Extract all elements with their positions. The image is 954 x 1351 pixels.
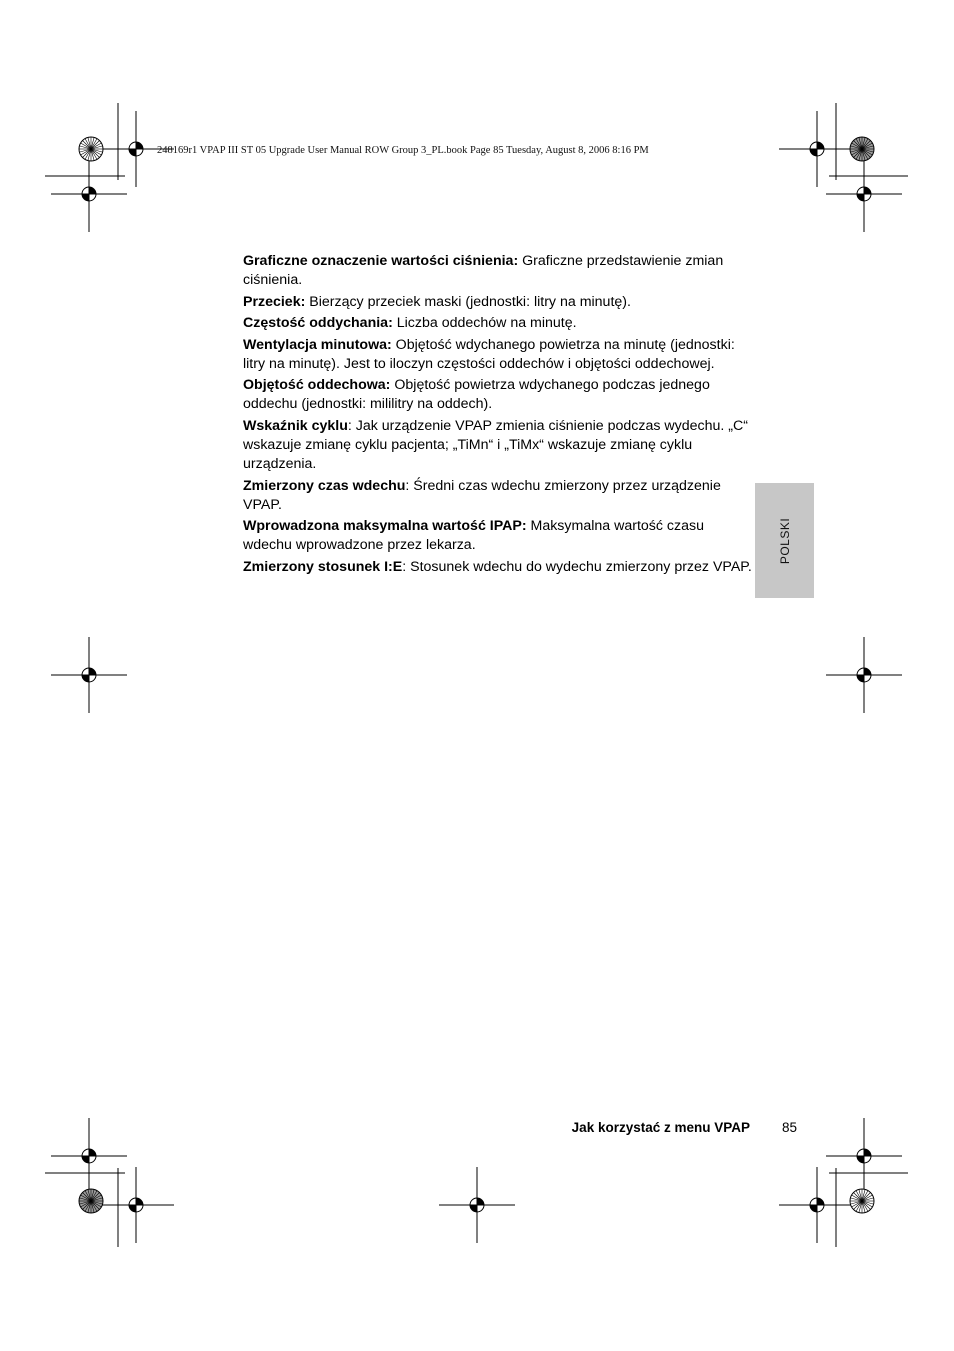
crosshair-mark xyxy=(439,1167,515,1243)
entry-text: : Jak urządzenie VPAP zmienia ciśnienie podczas wydechu. „C“ wskazuje zmianę cyklu pacjenta; „TiMn“ i „TiMx“ wskazuje zmianę cyklu urządzenia. xyxy=(243,417,748,472)
glossary-entry xyxy=(243,477,753,515)
glossary-entry xyxy=(243,517,753,555)
page-number: 85 xyxy=(782,1120,798,1135)
crosshair-mark xyxy=(51,1118,127,1194)
entry-term: Wskaźnik cyklu xyxy=(243,417,348,434)
entry-term: Wentylacja minutowa: xyxy=(243,336,392,353)
glossary-entry xyxy=(243,252,753,290)
print-header: 248169r1 VPAP III ST 05 Upgrade User Manual ROW Group 3_PL.book Page 85 Tuesday, August 8, 2006 8:16 PM xyxy=(157,145,649,156)
entry-term: Wprowadzona maksymalna wartość IPAP: xyxy=(243,518,527,535)
entry-text: Maksymalna wartość czasu wdechu wprowadzone przez lekarza. xyxy=(243,518,704,554)
entry-text: : Średni czas wdechu zmierzony przez urządzenie VPAP. xyxy=(243,477,721,513)
entry-text: : Stosunek wdechu do wydechu zmierzony przez VPAP. xyxy=(402,558,752,575)
entry-term: Częstość oddychania: xyxy=(243,315,393,332)
language-tab-label: POLSKI xyxy=(777,517,792,564)
language-tab xyxy=(755,483,814,598)
entry-text: Liczba oddechów na minutę. xyxy=(392,315,577,332)
entry-term: Objętość oddechowa: xyxy=(243,377,391,394)
footer-section-title: Jak korzystać z menu VPAP xyxy=(571,1120,750,1135)
crosshair-mark xyxy=(779,1167,855,1243)
entry-term: Zmierzony czas wdechu xyxy=(243,477,406,494)
starburst-mark xyxy=(850,1189,874,1213)
entry-term: Zmierzony stosunek I:E xyxy=(243,558,403,575)
crosshair-mark xyxy=(51,637,127,713)
starburst-mark xyxy=(850,137,874,161)
entry-text: Bierzący przeciek maski (jednostki: litry na minutę). xyxy=(305,293,631,310)
glossary xyxy=(243,252,753,579)
crosshair-mark xyxy=(51,156,127,232)
starburst-mark xyxy=(79,1189,103,1213)
glossary-entry xyxy=(243,293,753,312)
starburst-mark xyxy=(79,137,103,161)
crosshair-mark xyxy=(826,1118,902,1194)
glossary-entry xyxy=(243,558,753,577)
entry-text: Graficzne przedstawienie zmian ciśnienia. xyxy=(243,253,724,288)
crosshair-mark xyxy=(826,637,902,713)
crosshair-mark xyxy=(826,156,902,232)
entry-text: Objętość powietrza wdychanego podczas jednego oddechu (jednostki: mililitry na oddech). xyxy=(243,377,710,413)
entry-term: Graficzne oznaczenie wartości ciśnienia: xyxy=(243,253,519,269)
entry-text: Objętość wdychanego powietrza na minutę (jednostki: litry na minutę). Jest to iloczyn częstości oddechów i objętości oddechowej. xyxy=(243,336,735,372)
glossary-entry xyxy=(243,376,753,414)
glossary-entry xyxy=(243,314,753,333)
glossary-entry xyxy=(243,336,753,374)
crosshair-mark xyxy=(98,1167,174,1243)
entry-term: Przeciek: xyxy=(243,293,306,310)
glossary-entry xyxy=(243,417,753,474)
